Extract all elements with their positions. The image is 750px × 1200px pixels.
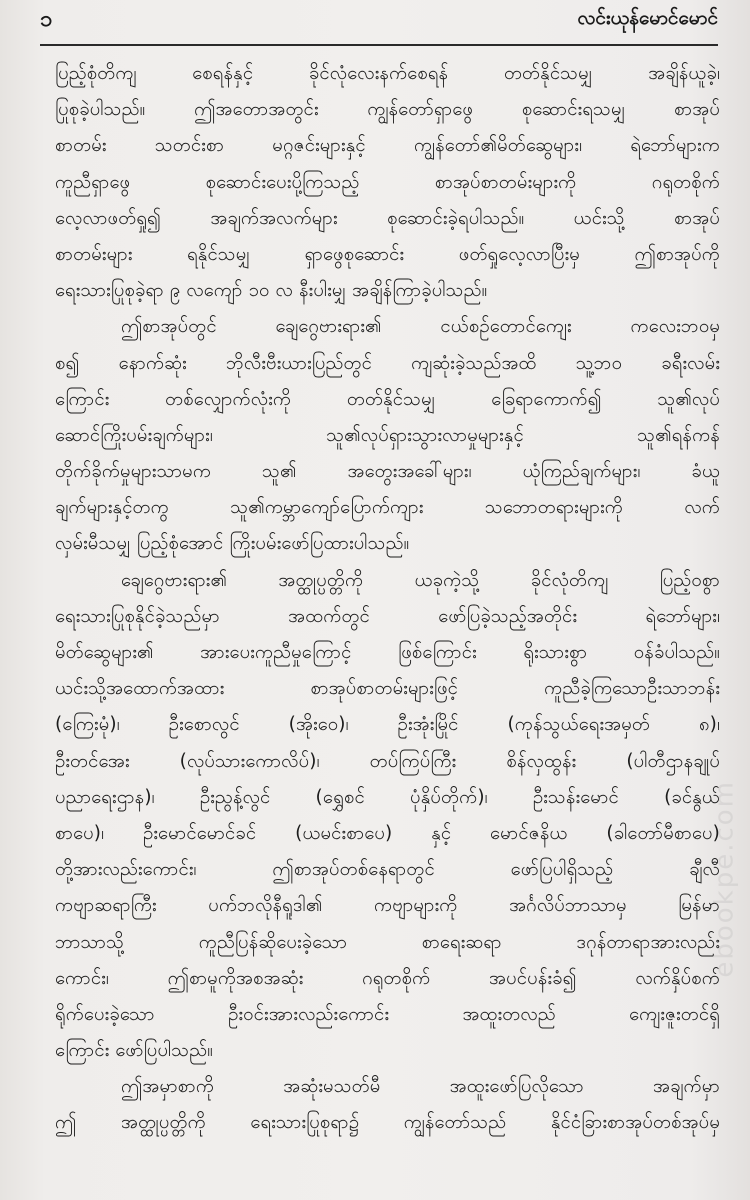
paragraph-2 — [55, 309, 720, 562]
text-line: ဘာသာသို့ ကူညီပြန်ဆိုပေးခဲ့သော စာရေးဆရာ ဒဂုန်တာရာအားလည်း — [55, 931, 720, 953]
text-line: ကြောင်း ဖော်ပြပါသည်။ — [55, 1040, 213, 1062]
text-line: ရိုက်ပေးခဲ့သော ဦးဝင်းအားလည်းကောင်း အထူးတလည် ကျေးဇူးတင်ရှိ — [55, 1003, 720, 1025]
text-line: လေ့လာဖတ်ရှု၍ အချက်အလက်များ စုဆောင်းခဲ့ရပါသည်။ ယင်းသို့ စာအုပ် — [55, 207, 720, 229]
text-line: ပြည့်စုံတိကျ စေရန်နှင့် ခိုင်လုံလေးနက်စေရန် တတ်နိုင်သမျှ အချိန်ယူခဲ့၊ — [55, 63, 720, 84]
header-rule — [40, 44, 718, 46]
text-line: ကြောင်း တစ်လျှောက်လုံးကို တတ်နိုင်သမျှ ခြေရာကောက်၍ သူ၏လုပ် — [55, 388, 720, 410]
watermark: ebookpe.com — [710, 780, 740, 978]
text-line: ပညာရေးဌာန)၊ ဦးညွန့်လွင် (ရွှေစင် ပုံနှိပ်တိုက်)၊ ဦးသန်းမောင် (ခင်နွယ် — [55, 786, 720, 808]
text-line: ကဗျာဆရာကြီး ပက်ဘလိုနီရူဒါ၏ ကဗျာများကို အင်္ဂလိပ်ဘာသာမှ မြန်မာ — [55, 895, 720, 917]
paragraph-4 — [55, 1069, 720, 1141]
text-line: ဤအမှာစာကို အဆုံးမသတ်မီ အထူးဖော်ပြလိုသော အချက်မှာ — [121, 1076, 720, 1098]
text-line: စ၍ နောက်ဆုံး ဘိုလီးဗီးယားပြည်တွင် ကျဆုံးခဲ့သည်အထိ သူ့ဘဝ ခရီးလမ်း — [55, 352, 720, 374]
text-line: ကောင်း၊ ဤစာမူကိုအစအဆုံး ဂရုတစိုက် အပင်ပန်းခံ၍ လက်နှိပ်စက် — [55, 967, 720, 989]
text-line: စာတမ်းများ ရနိုင်သမျှ ရှာဖွေစုဆောင်း ဖတ်ရှုလေ့လာပြီးမှ ဤစာအုပ်ကို — [55, 243, 720, 265]
text-line: ရေးသားပြုစုနိုင်ခဲ့သည်မှာ အထက်တွင် ဖော်ပြခဲ့သည့်အတိုင်း ရဲဘော်များ၊ — [55, 605, 720, 627]
text-line: ချေဂွေဗားရား၏ အတ္ထုပ္ပတ္တိကို ယခုကဲ့သို့ ခိုင်လုံတိကျ ပြည့်ဝစွာ — [121, 569, 720, 591]
text-line: ကူညီရှာဖွေ စုဆောင်းပေးပို့ကြသည့် စာအုပ်စာတမ်းများကို ဂရုတစိုက် — [55, 171, 720, 193]
text-line: လှမ်းမီသမျှ ပြည့်စုံအောင် ကြိုးပမ်းဖော်ပြထားပါသည်။ — [55, 533, 410, 555]
text-line: ပြုစုခဲ့ပါသည်။ ဤအတောအတွင်း ကျွန်တော်ရှာဖွေ စုဆောင်းရသမျှ စာအုပ် — [55, 99, 720, 121]
text-line: ရေးသားပြုစုခဲ့ရာ ၉ လကျော် ၁၀ လ နီးပါးမျှ အချိန်ကြာခဲ့ပါသည်။ — [55, 280, 488, 302]
text-line: စာပေ)၊ ဦးမောင်မောင်ခင် (ယမင်းစာပေ) နှင့် မောင်ဇနိယ (ခါတော်မီစာပေ) — [55, 822, 720, 844]
text-line: ဤစာအုပ်တွင် ချေဂွေဗားရား၏ ငယ်စဉ်တောင်ကျေး ကလေးဘဝမှ — [121, 316, 720, 338]
paragraph-1 — [55, 56, 720, 309]
paragraph-3 — [55, 563, 720, 1070]
text-line: တိုက်ခိုက်မှုများသာမက သူ၏ အတွေးအခေါ်များ၊ ယုံကြည်ချက်များ၊ ခံယူ — [55, 461, 720, 483]
text-line: စာတမ်း သတင်းစာ မဂ္ဂဇင်းများနှင့် ကျွန်တော်၏မိတ်ဆွေများ၊ ရဲဘော်များက — [55, 135, 720, 157]
body-text — [55, 56, 720, 1142]
text-line: ဦးတင်အေး (လုပ်သားကောလိပ်)၊ တပ်ကြပ်ကြီး စိန်လှထွန်း (ပါတီဌာနချုပ် — [55, 750, 720, 772]
page-number: ၁ — [40, 7, 53, 32]
page-header — [40, 2, 718, 42]
running-head-author: လင်းယုန်မောင်မောင် — [577, 7, 718, 29]
text-line: ဤ အတ္ထုပ္ပတ္တိကို ရေးသားပြုစုရာ၌ ကျွန်တော်သည် နိုင်ငံခြားစာအုပ်တစ်အုပ်မှ — [55, 1112, 720, 1134]
text-line: ချက်များနှင့်တကွ သူ၏ကမ္ဘာကျော်ပြောက်ကျား သဘောတရားများကို လက် — [55, 497, 720, 519]
text-line: မိတ်ဆွေများ၏ အားပေးကူညီမှုကြောင့် ဖြစ်ကြောင်း ရိုးသားစွာ ဝန်ခံပါသည်။ — [55, 642, 720, 663]
text-line: ယင်းသို့အထောက်အထား စာအုပ်စာတမ်းများဖြင့် ကူညီခဲ့ကြသောဦးသာဘန်း — [55, 678, 720, 700]
text-line: တို့အားလည်းကောင်း၊ ဤစာအုပ်တစ်နေရာတွင် ဖော်ပြပါရှိသည့် ချီလီ — [55, 859, 720, 881]
text-line: ဆောင်ကြိုးပမ်းချက်များ၊ သူ၏လုပ်ရှားသွားလာမှုများနှင့် သူ၏ရန်ကန် — [55, 424, 720, 446]
text-line: (ကြေးမုံ)၊ ဦးစောလွင် (အိုးဝေ)၊ ဦးအုံးမြိုင် (ကုန်သွယ်ရေးအမှတ် ၈)၊ — [55, 714, 720, 736]
